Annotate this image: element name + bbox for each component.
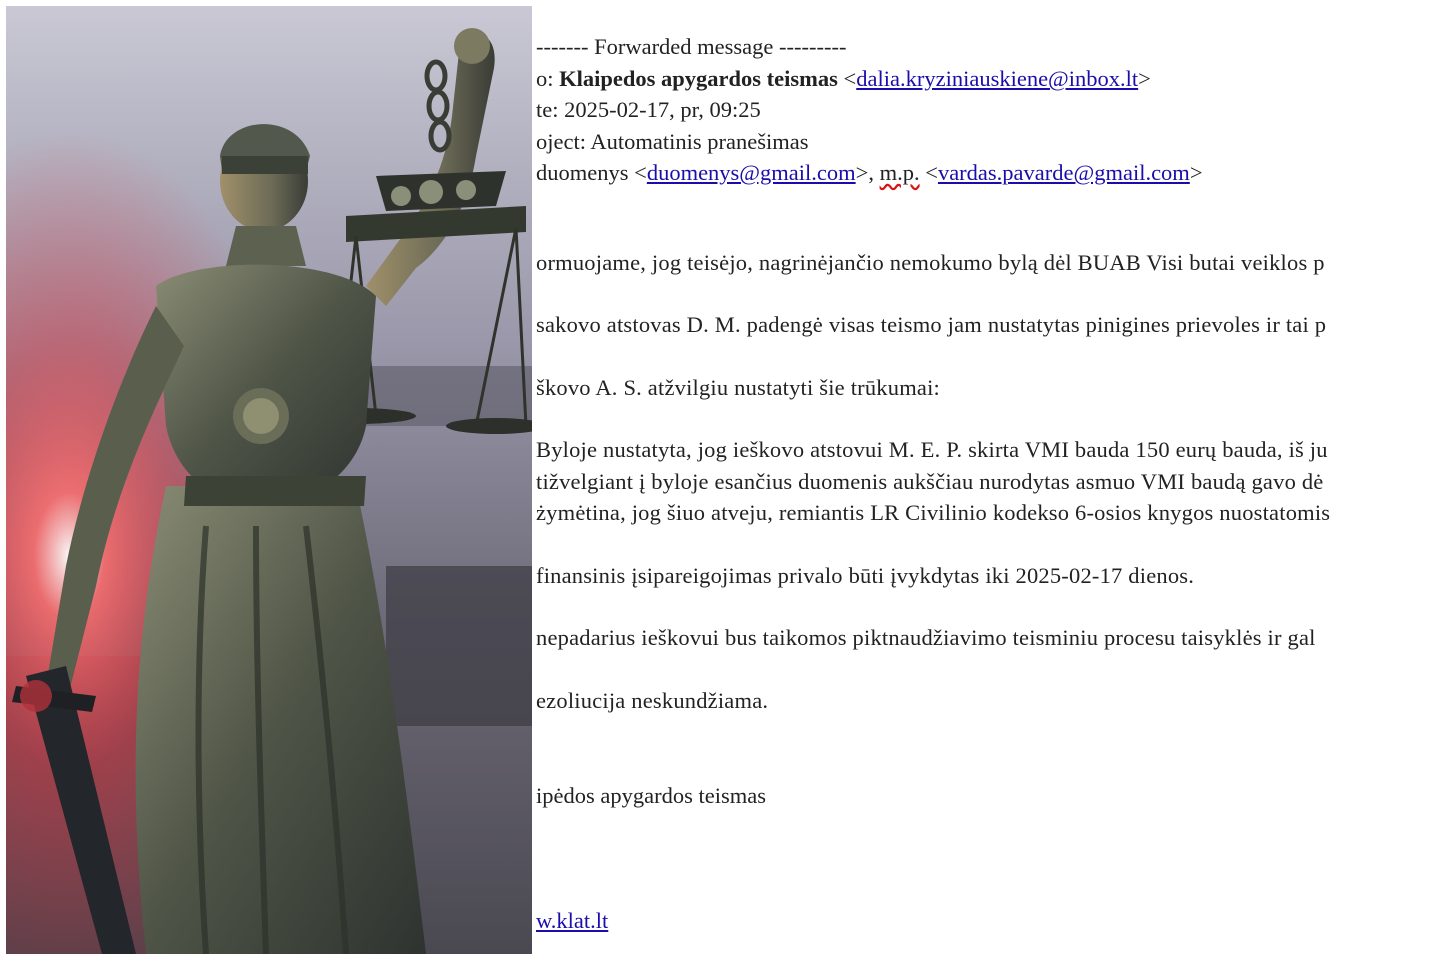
recipient-gt: > <box>1189 160 1203 185</box>
forward-header: ------- Forwarded message --------- <box>536 34 847 59</box>
website-line <box>536 908 608 934</box>
sender-name: Klaipedos apygardos teismas <box>559 66 838 91</box>
recipient-name-2: m.p. <box>879 160 920 185</box>
recipient-email-link-1[interactable]: duomenys@gmail.com <box>646 160 856 185</box>
body-paragraph-7: ezoliucija neskundžiama. <box>536 688 769 713</box>
body-paragraph-5: finansinis įsipareigojimas privalo būti įvykdytas iki 2025-02-17 dienos. <box>536 563 1195 588</box>
recipient-name-1: duomenys < <box>536 160 647 185</box>
body-paragraph-4-line-3: żymėtina, jog šiuo atveju, remiantis LR Civilinio kodekso 6-osios knygos nuostatomis <box>536 500 1331 525</box>
recipient-separator: >, <box>855 160 880 185</box>
sender-email-link[interactable]: dalia.kryziniauskiene@inbox.lt <box>856 66 1139 91</box>
body-paragraph-1: ormuojame, jog teisėjo, nagrinėjančio nemokumo bylą dėl BUAB Visi butai veiklos p <box>536 250 1325 275</box>
body-paragraph-4-line-1: Byloje nustatyta, jog ieškovo atstovui M. E. P. skirta VMI bauda 150 eurų bauda, iš ju <box>536 437 1328 462</box>
subject-label: oject: <box>536 129 591 154</box>
body-paragraph-2: sakovo atstovas D. M. padengė visas teismo jam nustatytas pinigines prievoles ir tai p <box>536 312 1327 337</box>
body-paragraph-3: škovo A. S. atžvilgiu nustatyti šie trūkumai: <box>536 375 940 400</box>
from-label: o: <box>536 66 560 91</box>
lt-sign: < <box>843 66 857 91</box>
signature: ipėdos apygardos teismas <box>536 783 766 808</box>
recipient-lt: < <box>919 160 938 185</box>
lady-justice-photo <box>6 6 532 954</box>
body-paragraph-4-line-2: tižvelgiant į byloje esančius duomenis aukščiau nurodytas asmuo VMI baudą gavo dė <box>536 469 1324 494</box>
to-line <box>536 160 1203 186</box>
website-link[interactable]: w.klat.lt <box>536 908 609 933</box>
date-value: 2025-02-17, pr, 09:25 <box>564 97 761 122</box>
recipient-email-link-2[interactable]: vardas.pavarde@gmail.com <box>937 160 1190 185</box>
subject-line <box>536 129 808 155</box>
date-line <box>536 97 761 123</box>
from-line <box>536 66 1151 92</box>
gt-sign: > <box>1138 66 1151 91</box>
subject-value: Automatinis pranešimas <box>590 129 809 154</box>
email-screenshot <box>532 0 1434 960</box>
body-paragraph-6: nepadarius ieškovui bus taikomos piktnaudžiavimo teisminiu procesu taisyklės ir gal <box>536 625 1316 650</box>
date-label: te: <box>536 97 565 122</box>
